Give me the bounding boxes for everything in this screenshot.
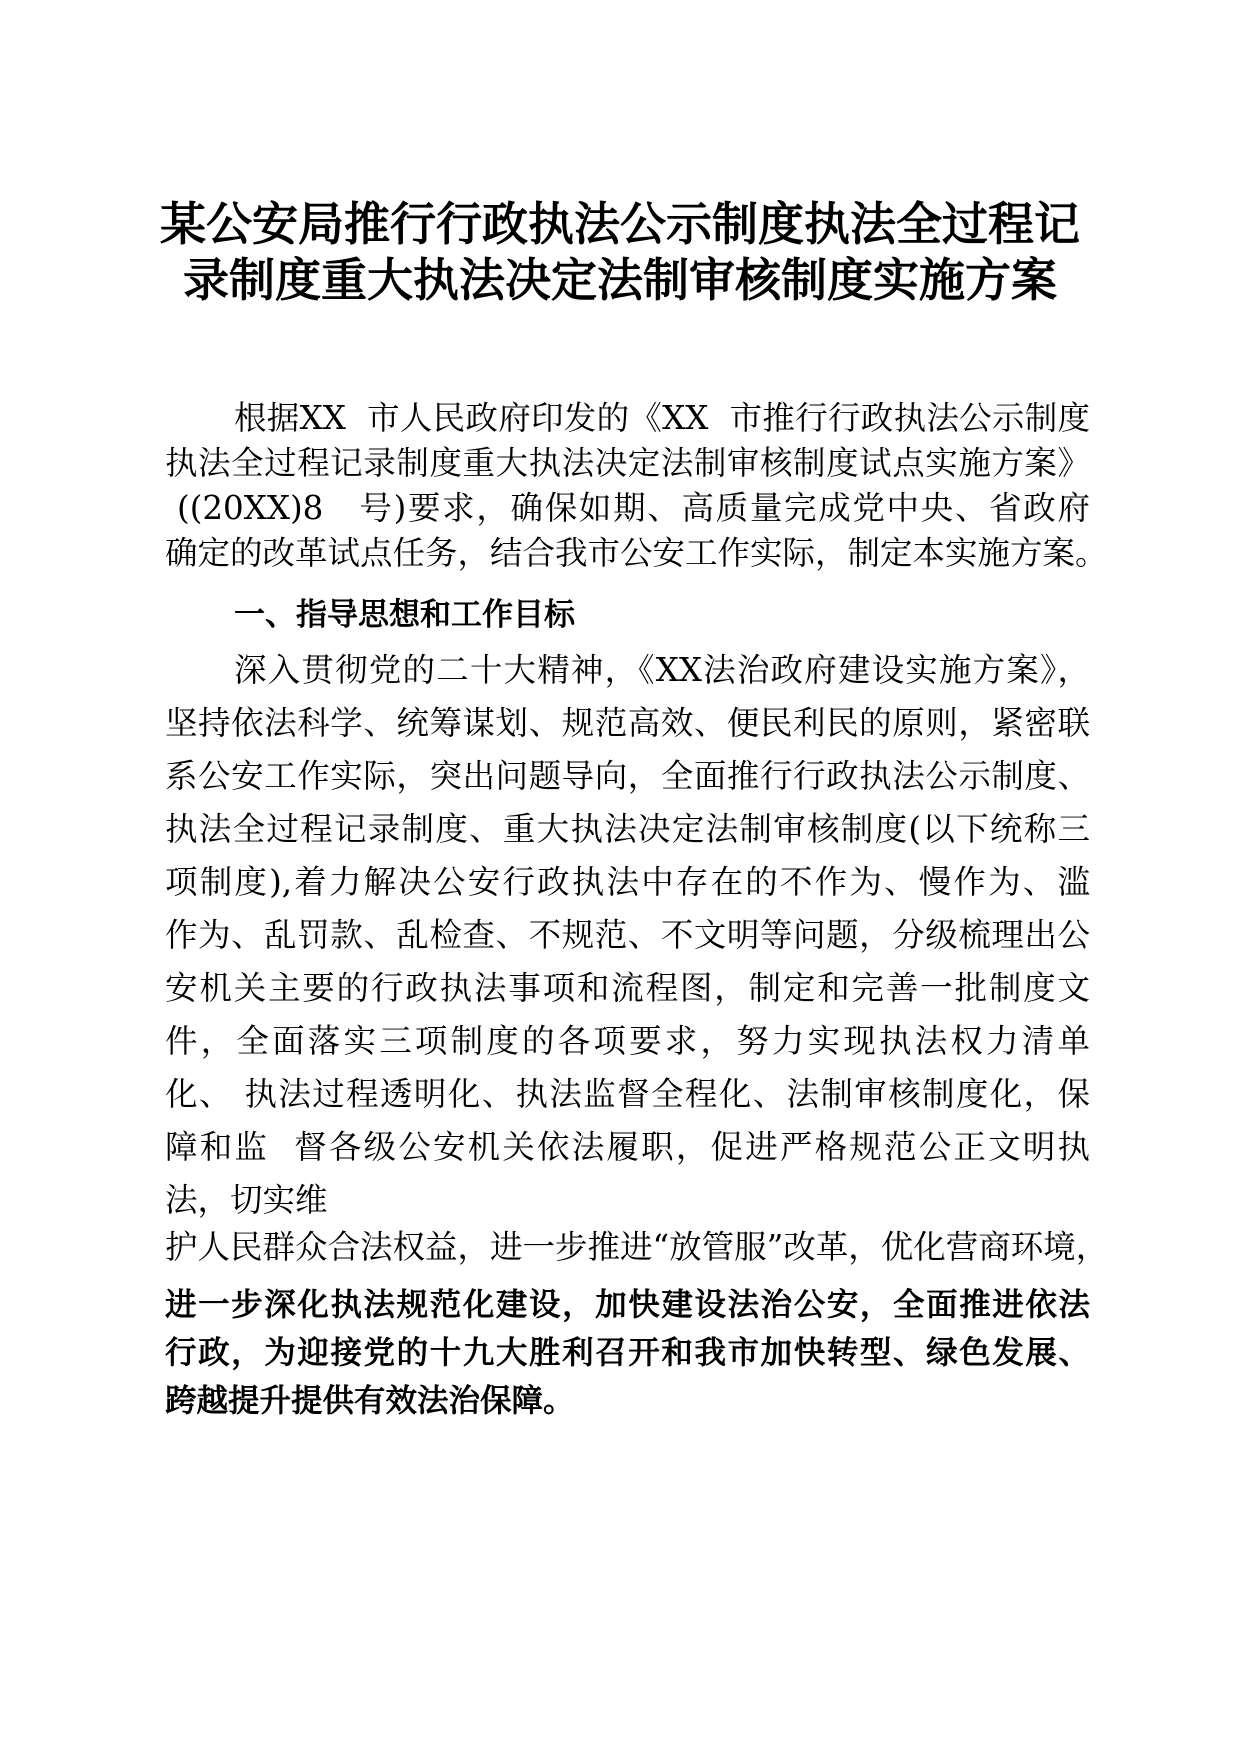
section-line-12: 护人民群众合法权益，进一步推进“放管服”改革，优化营商环境， <box>165 1228 1109 1266</box>
intro-line-2: 执法全过程记录制度重大执法决定法制审核制度试点实施方案》 <box>165 444 1090 482</box>
document-title-line-2: 录制度重大执法决定法制审核制度实施方案 <box>183 253 1057 307</box>
bold-line-1: 进一步深化执法规范化建设，加快建设法治公安，全面推进依法 <box>165 1287 1090 1323</box>
intro-line-4: 确定的改革试点任务，结合我市公安工作实际，制定本实施方案。 <box>165 534 1108 572</box>
document-title-line-1: 某公安局推行行政执法公示制度执法全过程记 <box>160 197 1080 251</box>
section-line-10: 障和监 督各级公安机关依法履职，促进严格规范公正文明执 <box>165 1128 1090 1166</box>
bold-line-2: 行政，为迎接党的十九大胜利召开和我市加快转型、绿色发展、 <box>165 1335 1090 1371</box>
intro-line-3: ((20XX)8 号)要求，确保如期、高质量完成党中央、省政府 <box>165 489 1090 527</box>
section-line-4: 执法全过程记录制度、重大执法决定法制审核制度(以下统称三 <box>165 810 1090 848</box>
intro-line-1: 根据XX 市人民政府印发的《XX 市推行行政执法公示制度 <box>234 399 1090 437</box>
section-line-9: 化、 执法过程透明化、执法监督全程化、法制审核制度化，保 <box>165 1075 1090 1113</box>
section-line-7: 安机关主要的行政执法事项和流程图，制定和完善一批制度文 <box>165 969 1090 1007</box>
section-line-8: 件，全面落实三项制度的各项要求，努力实现执法权力清单 <box>165 1022 1090 1060</box>
section-line-11: 法，切实维 <box>165 1181 328 1219</box>
section-line-2: 坚持依法科学、统筹谋划、规范高效、便民利民的原则，紧密联 <box>165 704 1090 742</box>
section-line-3: 系公安工作实际，突出问题导向，全面推行行政执法公示制度、 <box>165 757 1090 795</box>
section-heading: 一、指导思想和工作目标 <box>234 597 575 633</box>
bold-line-3: 跨越提升提供有效法治保障。 <box>165 1383 575 1419</box>
section-line-1: 深入贯彻党的二十大精神，《XX法治政府建设实施方案》， <box>234 651 1090 689</box>
section-line-5: 项制度),着力解决公安行政执法中存在的不作为、慢作为、滥 <box>165 863 1090 901</box>
section-line-6: 作为、乱罚款、乱检查、不规范、不文明等问题，分级梳理出公 <box>165 916 1090 954</box>
